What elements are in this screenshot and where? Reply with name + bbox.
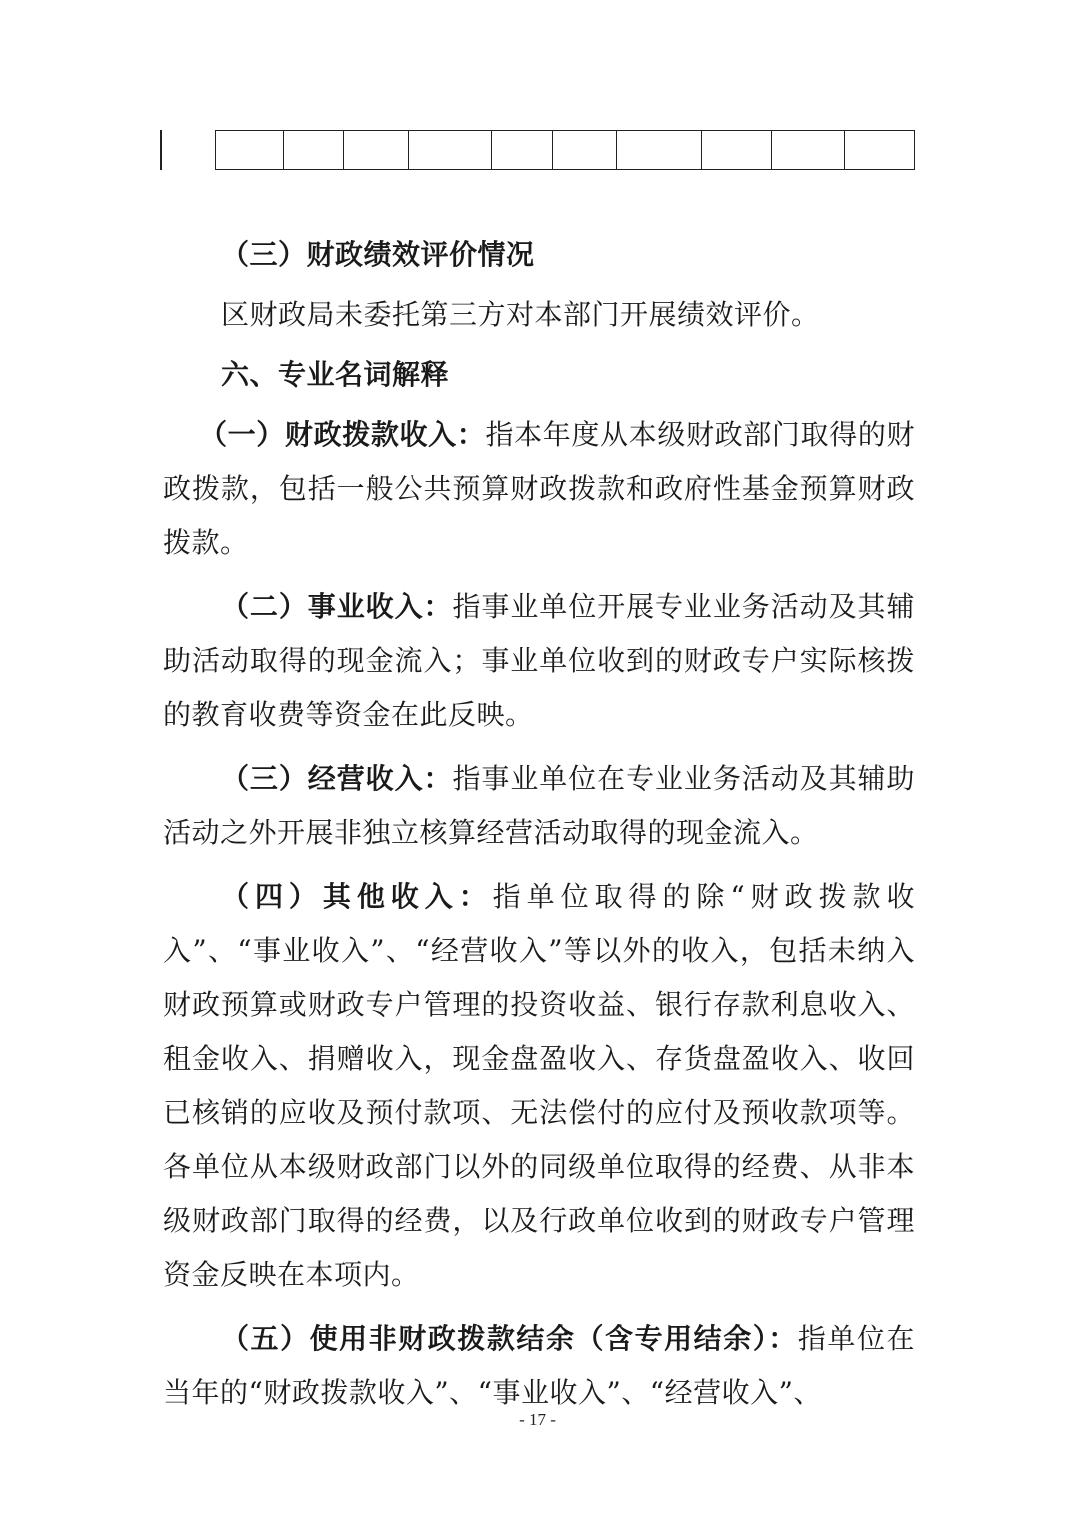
- glossary-term: （四）其他收入：: [221, 880, 493, 913]
- table-cell: [702, 131, 772, 170]
- document-body: [163, 228, 915, 1420]
- glossary-term: （一）财政拨款收入：: [199, 418, 486, 451]
- glossary-item-other-revenue: [163, 870, 915, 1302]
- page-number: - 17 -: [519, 1410, 556, 1429]
- table-cell: [408, 131, 491, 170]
- table-row: [216, 131, 915, 170]
- table-cell: [617, 131, 702, 170]
- glossary-item-business-revenue: [163, 752, 915, 860]
- section-heading-performance-evaluation: （三）财政绩效评价情况: [221, 238, 535, 271]
- glossary-item-fiscal-appropriation: [163, 408, 915, 570]
- glossary-definition: 指单位在当年的“财政拨款收入”、“事业收入”、“经营收入”、: [163, 1322, 915, 1409]
- table-cell: [491, 131, 553, 170]
- table-residual-row: [215, 130, 915, 170]
- glossary-term: （三）经营收入：: [221, 762, 453, 795]
- table-cell: [553, 131, 617, 170]
- glossary-definition: 指本年度从本级财政部门取得的财政拨款，包括一般公共预算财政拨款和政府性基金预算财政拨款。: [163, 418, 915, 559]
- table-left-border: [160, 130, 162, 170]
- table-cell: [343, 131, 408, 170]
- glossary-term: （二）事业收入：: [221, 590, 453, 623]
- table-cell: [283, 131, 343, 170]
- glossary-item-non-fiscal-surplus: [163, 1312, 915, 1420]
- glossary-term: （五）使用非财政拨款结余（含专用结余）：: [221, 1322, 798, 1355]
- table-cell: [216, 131, 284, 170]
- table-cell: [772, 131, 845, 170]
- section-heading-glossary: 六、专业名词解释: [221, 358, 450, 391]
- glossary-definition: 指事业单位在专业业务活动及其辅助活动之外开展非独立核算经营活动取得的现金流入。: [163, 762, 915, 849]
- table-cell: [845, 131, 915, 170]
- glossary-definition: 指单位取得的除“财政拨款收入”、“事业收入”、“经营收入”等以外的收入，包括未纳入财政预算或财政专户管理的投资收益、银行存款利息收入、租金收入、捐赠收入，现金盘盈收入、存货盘盈收入、收回已核销的应收及预付款项、无法偿付的应付及预收款项等。各单位从本级财政部门以外的同级单位取得的经费、从非本级财政部门取得的经费，以及行政单位收到的财政专户管理资金反映在本项内。: [163, 880, 915, 1291]
- glossary-definition: 指事业单位开展专业业务活动及其辅助活动取得的现金流入；事业单位收到的财政专户实际核拨的教育收费等资金在此反映。: [163, 590, 915, 731]
- paragraph-performance-evaluation: 区财政局未委托第三方对本部门开展绩效评价。: [221, 298, 820, 331]
- glossary-item-operating-revenue: [163, 580, 915, 742]
